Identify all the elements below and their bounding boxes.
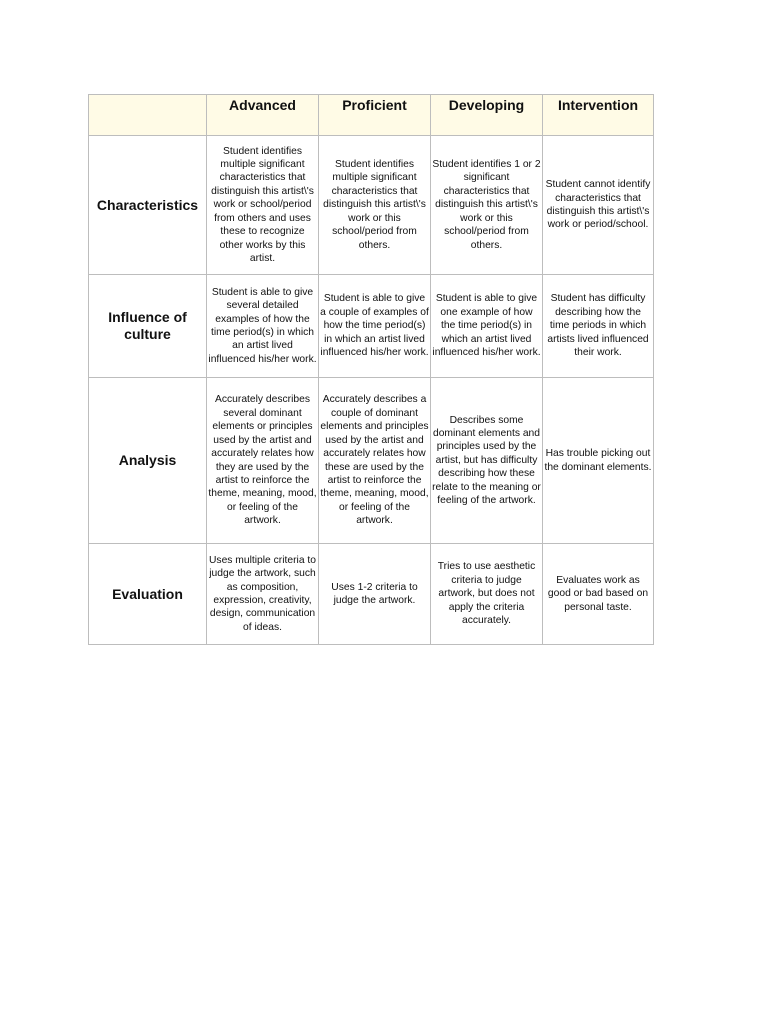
rubric-cell: Student identifies 1 or 2 significant characteristics that distinguish this artist\'s work or this school/period from others.: [431, 136, 543, 275]
rubric-table: [88, 94, 654, 645]
table-row: [89, 136, 654, 275]
rubric-cell: Evaluates work as good or bad based on personal taste.: [543, 544, 654, 645]
rubric-cell: Accurately describes a couple of dominant elements and principles used by the artist and accurately relates how these are used by the artist to reinforce the theme, meaning, mood, or feeling of the artwork.: [319, 378, 431, 544]
rubric-cell: Student is able to give several detailed examples of how the time period(s) in which an artist lived influenced his/her work.: [207, 275, 319, 378]
rubric-cell: Describes some dominant elements and principles used by the artist, but has difficulty describing how these relate to the meaning or feeling of the artwork.: [431, 378, 543, 544]
header-developing: Developing: [431, 95, 543, 136]
header-advanced: Advanced: [207, 95, 319, 136]
rubric-cell: Uses 1-2 criteria to judge the artwork.: [319, 544, 431, 645]
rubric-cell: Student is able to give one example of how the time period(s) in which an artist lived influenced his/her work.: [431, 275, 543, 378]
header-intervention: Intervention: [543, 95, 654, 136]
table-row: [89, 544, 654, 645]
table-row: [89, 378, 654, 544]
header-proficient: Proficient: [319, 95, 431, 136]
criterion-label: Analysis: [89, 378, 207, 544]
rubric-cell: Has trouble picking out the dominant elements.: [543, 378, 654, 544]
rubric-cell: Student cannot identify characteristics that distinguish this artist\'s work or period/school.: [543, 136, 654, 275]
header-row: [89, 95, 654, 136]
table-row: [89, 275, 654, 378]
rubric-cell: Uses multiple criteria to judge the artwork, such as composition, expression, creativity, design, communication of ideas.: [207, 544, 319, 645]
rubric-cell: Tries to use aesthetic criteria to judge artwork, but does not apply the criteria accurately.: [431, 544, 543, 645]
rubric-cell: Student identifies multiple significant characteristics that distinguish this artist\'s work or school/period from others and uses these to recognize other works by this artist.: [207, 136, 319, 275]
header-corner-cell: [89, 95, 207, 136]
rubric-cell: Student identifies multiple significant characteristics that distinguish this artist\'s work or this school/period from others.: [319, 136, 431, 275]
rubric-cell: Accurately describes several dominant elements or principles used by the artist and accurately relates how they are used by the artist to reinforce the theme, meaning, mood, or feeling of the artwork.: [207, 378, 319, 544]
criterion-label: Influence of culture: [89, 275, 207, 378]
criterion-label: Evaluation: [89, 544, 207, 645]
rubric-cell: Student is able to give a couple of examples of how the time period(s) in which an artist lived influenced his/her work.: [319, 275, 431, 378]
criterion-label: Characteristics: [89, 136, 207, 275]
rubric-cell: Student has difficulty describing how the time periods in which artists lived influenced their work.: [543, 275, 654, 378]
